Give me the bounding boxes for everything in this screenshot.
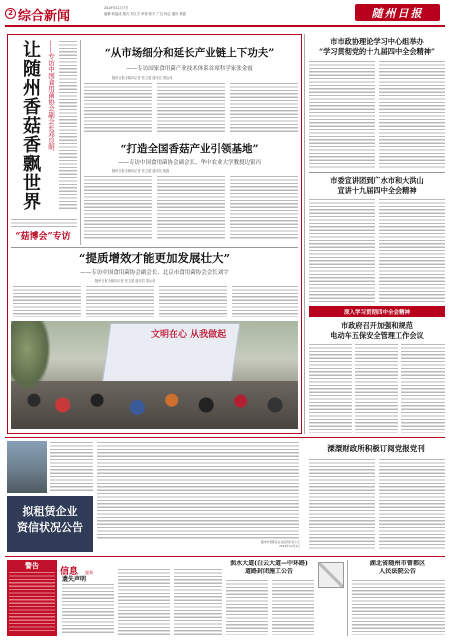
- article2-headline: “打造全国香菇产业引领基地”: [120, 143, 259, 155]
- article1-byline: 随州日报全媒体记者 张卫超 通讯员 胡运涛: [112, 76, 173, 80]
- article1-subhead: ——专访国家食用菌产业技术体系首席科学家张金霞: [126, 66, 253, 72]
- paper-logo: [355, 4, 440, 21]
- news-photo: [11, 321, 298, 429]
- lease-notice-body: [97, 441, 299, 539]
- article1-headline: “从市场细分和延长产业链上下功夫”: [104, 47, 275, 59]
- feature-divider: [11, 247, 298, 248]
- lease-notice-headline-line1: 拟租赁企业: [22, 505, 78, 518]
- lower-right-body-col2: [379, 458, 445, 550]
- court-notice-headline-line1: 湖北省随州市曾都区: [369, 560, 426, 567]
- right-story1-body-col1: [309, 60, 375, 168]
- warning-label: 警告: [25, 562, 39, 570]
- lease-notice-footer: 随州市曾都区企业信用状况公示 2019年12月1日: [260, 540, 300, 548]
- section-title: 综合新闻: [18, 9, 71, 24]
- right-story1-headline-line1: 市市政协理论学习中心组举办: [330, 37, 424, 46]
- article2-byline: 随州日报全媒体记者 张卫超 通讯员 黄露: [112, 169, 170, 173]
- right-story1-body-col2: [379, 60, 445, 168]
- column-tag: “菇博会”专访: [15, 232, 71, 242]
- right-story2-body-col1: [309, 198, 375, 302]
- right-story2-headline-line1: 市委宣讲团到广水市和大洪山: [330, 176, 424, 185]
- page-number-badge: 2: [5, 8, 16, 19]
- lease-notice-headline-line2: 资信状况公告: [17, 521, 83, 534]
- right-story1-headline-line2: “学习贯彻党的十九届四中全会精神”: [318, 47, 436, 56]
- article3-subhead: ——专访中国食用菌协会副会长、北京市食用菌协会会长刘宇: [80, 270, 229, 276]
- info-label: 信息: [60, 567, 79, 577]
- article2-subhead: ——专访中国食用菌协会副会长、华中农业大学教授边银丙: [117, 160, 261, 166]
- column-text-left: [11, 218, 77, 227]
- court-notice-body: [352, 579, 445, 635]
- road-closure-body-left: [226, 579, 268, 635]
- right-story3-headline-line1: 市政府召开加强和规范: [341, 321, 413, 330]
- right-column: [307, 34, 445, 434]
- right-story3-body-col1: [309, 343, 352, 433]
- lease-notice-box: [7, 496, 93, 552]
- vertical-article-body: [59, 40, 77, 210]
- lower-right-body-col1: [309, 458, 375, 550]
- article3-body-col3: [159, 285, 227, 317]
- road-closure-map: [318, 562, 344, 588]
- court-notice-headline-line2: 人民法院公告: [378, 568, 417, 575]
- right-story3-body-col3: [401, 343, 445, 433]
- photo-tree: [11, 321, 51, 391]
- article1-body-col1: [84, 82, 152, 134]
- vertical-subtitle: ——专访中国食用菌协会副会长邓良明: [47, 40, 55, 151]
- article3-body-col2: [86, 285, 154, 317]
- article1-body-col3: [230, 82, 298, 134]
- study-banner-text: 深入学习贯彻四中全会精神: [343, 309, 410, 316]
- article3-headline: “提质增效才能更加发展壮大”: [78, 251, 231, 265]
- classifieds-col3: [174, 568, 222, 635]
- article2-body-col3: [230, 175, 298, 240]
- bottom-divider: [347, 560, 348, 636]
- classifieds-col2: [118, 568, 170, 635]
- article2-body-col1: [84, 175, 152, 240]
- right-story2-body-col2: [379, 198, 445, 302]
- right-story3-headline-line2: 电动车五保安全管理工作会议: [330, 331, 424, 340]
- info-sub-label: 服务: [85, 570, 94, 575]
- masthead-date-line: 2019年11月7日: [104, 6, 129, 10]
- bottom-strip-rule: [5, 556, 445, 557]
- paper-logo-text: 随州日报: [371, 6, 424, 20]
- right-story3-body-col2: [355, 343, 398, 433]
- article3-byline: 随州日报全媒体记者 张卫超 通讯员 胡运涛: [95, 279, 156, 283]
- lower-right-headline: 溧澴财政所积极订阅党报党刊: [327, 444, 425, 453]
- warning-body: [9, 571, 55, 633]
- lower-rule: [5, 437, 445, 438]
- right-story2-headline-line2: 宣讲十九届四中全会精神: [337, 186, 417, 195]
- vertical-title: 让随州香菇香飘世界: [20, 40, 41, 211]
- article2-body-col2: [157, 175, 225, 240]
- warning-box: [7, 560, 57, 636]
- lower-left-photo: [7, 441, 47, 493]
- classifieds-col1: [62, 583, 114, 635]
- lost-notice-title: 遗失声明: [62, 576, 87, 583]
- lease-notice-body-left: [50, 441, 93, 493]
- article3-body-col1: [13, 285, 81, 317]
- photo-banner-text: 文明在心 从我做起: [151, 330, 227, 340]
- road-closure-headline-line2: 道路封闭施工公告: [244, 568, 293, 575]
- column-divider-1: [80, 40, 81, 245]
- article3-body-col4: [232, 285, 298, 317]
- photo-crowd: [11, 381, 298, 429]
- article1-body-col2: [157, 82, 225, 134]
- road-closure-headline-line1: 涢水大道(白云大道—中环路): [230, 560, 308, 567]
- study-banner: [309, 306, 445, 317]
- right-column-divider: [304, 34, 305, 434]
- road-closure-body-right: [272, 579, 314, 635]
- right-divider-1: [309, 172, 445, 173]
- masthead-rule: [5, 25, 445, 27]
- vertical-title-block: [11, 40, 77, 215]
- masthead-editor-line: 编辑·何福成 版式·刘文字 审校·郭宇 广告·杨志 通讯·黄露: [104, 12, 186, 16]
